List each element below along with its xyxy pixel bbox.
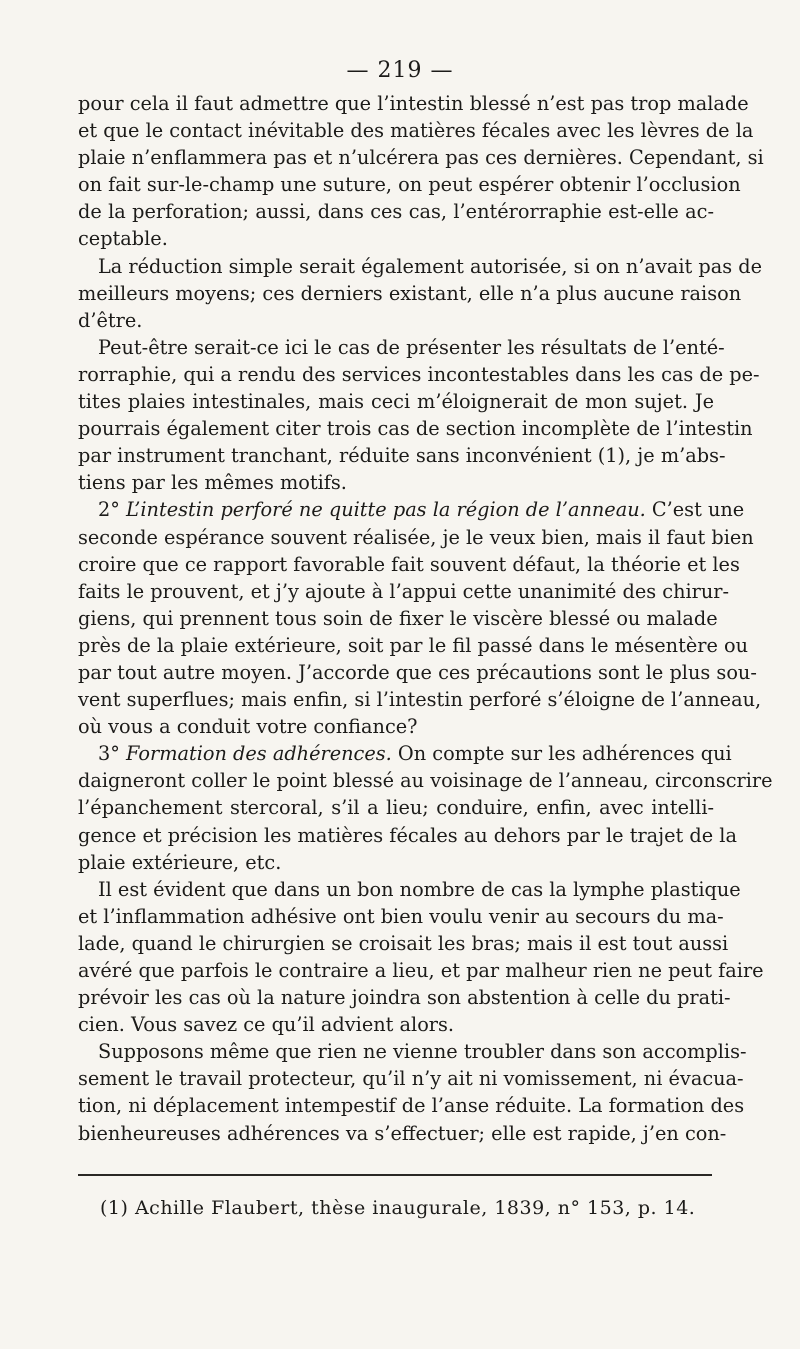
- text-line: vent superflues; mais enfin, si l’intestin perforé s’éloigne de l’anneau,: [78, 688, 762, 712]
- text-line: [78, 496, 745, 523]
- text-line: pourrais également citer trois cas de section incomplète de l’intestin: [78, 417, 753, 441]
- text-line: tites plaies intestinales, mais ceci m’éloignerait de mon sujet. Je: [78, 390, 714, 414]
- text-line: tiens par les mêmes motifs.: [78, 471, 347, 495]
- text-line: [78, 740, 732, 767]
- text-line: rorraphie, qui a rendu des services incontestables dans les cas de pe-: [78, 362, 760, 386]
- text-line: faits le prouvent, et j’y ajoute à l’appui cette unanimité des chirur-: [78, 579, 730, 603]
- section-number: 3°: [98, 742, 127, 766]
- text-line: plaie extérieure, etc.: [78, 850, 282, 874]
- text-line: ceptable.: [78, 227, 168, 251]
- text-line: Supposons même que rien ne vienne troubler dans son accomplis-: [98, 1040, 747, 1064]
- text-line: pour cela il faut admettre que l’intestin blessé n’est pas trop malade: [78, 92, 749, 115]
- section-heading: Formation des adhérences.: [126, 742, 392, 766]
- text-line: et l’inflammation adhésive ont bien voulu venir au secours du ma-: [78, 904, 724, 928]
- text-line: près de la plaie extérieure, soit par le fil passé dans le mésentère ou: [78, 633, 749, 657]
- section-number: 2°: [98, 498, 127, 522]
- text-line: par instrument tranchant, réduite sans inconvénient (1), je m’abs-: [78, 444, 726, 468]
- text-line: Peut-être serait-ce ici le cas de présenter les résultats de l’enté-: [98, 335, 725, 359]
- text-line: plaie n’enflammera pas et n’ulcérera pas ces dernières. Cependant, si: [78, 146, 764, 170]
- text-line: avéré que parfois le contraire a lieu, et par malheur rien ne peut faire: [78, 959, 764, 982]
- footnote: (1) Achille Flaubert, thèse inaugurale, 1839, n° 153, p. 14.: [100, 1197, 696, 1219]
- body-text: [78, 90, 773, 1147]
- footnote-rule: [78, 1174, 712, 1176]
- text-line: gence et précision les matières fécales au dehors par le trajet de la: [78, 823, 737, 847]
- text-line: giens, qui prennent tous soin de fixer le viscère blessé ou malade: [78, 606, 718, 630]
- text-line: l’épanchement stercoral, s’il a lieu; conduire, enfin, avec intelli-: [78, 796, 714, 820]
- text-line: d’être.: [78, 308, 143, 332]
- text-line: Il est évident que dans un bon nombre de cas la lymphe plastique: [98, 877, 741, 901]
- section-heading: L’intestin perforé ne quitte pas la région de l’anneau.: [126, 498, 646, 522]
- text-line: par tout autre moyen. J’accorde que ces précautions sont le plus sou-: [78, 660, 757, 684]
- text-line: tion, ni déplacement intempestif de l’anse réduite. La formation des: [78, 1094, 745, 1118]
- text-line: on fait sur-le-champ une suture, on peut espérer obtenir l’occlusion: [78, 173, 741, 197]
- section-text: C’est une: [645, 498, 745, 522]
- text-line: où vous a conduit votre confiance?: [78, 715, 418, 739]
- text-line: prévoir les cas où la nature joindra son abstention à celle du prati-: [78, 986, 731, 1010]
- text-line: de la perforation; aussi, dans ces cas, l’entérorraphie est-elle ac-: [78, 200, 714, 224]
- text-line: lade, quand le chirurgien se croisait les bras; mais il est tout aussi: [78, 931, 729, 955]
- page-number: — 219 —: [346, 58, 454, 83]
- text-line: cien. Vous savez ce qu’il advient alors.: [78, 1013, 455, 1037]
- text-line: et que le contact inévitable des matières fécales avec les lèvres de la: [78, 119, 754, 143]
- text-line: sement le travail protecteur, qu’il n’y ait ni vomissement, ni évacua-: [78, 1067, 744, 1091]
- section-text: On compte sur les adhérences qui: [391, 742, 732, 766]
- text-line: croire que ce rapport favorable fait souvent défaut, la théorie et les: [78, 552, 740, 576]
- text-line: bienheureuses adhérences va s’effectuer; elle est rapide, j’en con-: [78, 1121, 727, 1145]
- text-line: meilleurs moyens; ces derniers existant, elle n’a plus aucune raison: [78, 281, 742, 305]
- text-line: seconde espérance souvent réalisée, je le veux bien, mais il faut bien: [78, 525, 754, 549]
- text-line: daigneront coller le point blessé au voisinage de l’anneau, circonscrire: [78, 769, 773, 793]
- text-line: La réduction simple serait également autorisée, si on n’avait pas de: [98, 254, 763, 278]
